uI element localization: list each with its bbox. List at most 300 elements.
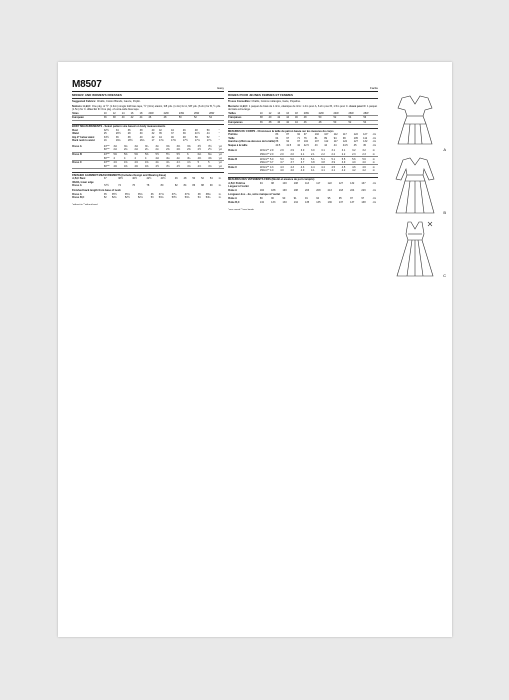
- table-cell: 50: [179, 116, 194, 121]
- unit: yd.: [218, 156, 223, 160]
- table-cell: 112: [333, 133, 338, 137]
- table-cell: 52: [206, 135, 210, 139]
- table-row: [228, 200, 378, 204]
- table-cell: 38: [197, 192, 201, 196]
- fabric-width: 60"**: [104, 164, 114, 168]
- table-cell: 117: [342, 133, 347, 137]
- table-cell: 3.1: [321, 149, 325, 153]
- table-cell: 28W: [209, 112, 224, 116]
- table-cell: 54: [209, 116, 224, 121]
- finished-table-en: [72, 177, 224, 188]
- table-cell: 48: [194, 128, 198, 132]
- table-cell: 17½: [182, 139, 188, 143]
- table-cell: 18: [295, 112, 304, 116]
- table-cell: 46: [303, 120, 318, 125]
- table-cell: 3.2: [362, 149, 366, 153]
- table-cell: 24W: [179, 112, 194, 116]
- table-cell: 52¼: [111, 196, 117, 200]
- table-cell: 4.0: [362, 161, 372, 165]
- table-cell: 48: [182, 135, 186, 139]
- table-cell: 4⅜: [113, 164, 124, 168]
- table-cell: 3⅛: [113, 144, 117, 148]
- table-cell: 4.1: [311, 169, 321, 173]
- table-cell: 4.2: [362, 169, 372, 173]
- table-cell: 3⅛: [124, 144, 128, 148]
- table-cell: 4.2: [342, 169, 352, 173]
- table-cell: 198: [293, 188, 298, 192]
- table-cell: 16: [286, 112, 295, 116]
- table-cell: 81: [314, 136, 318, 140]
- table-cell: 4.2: [352, 169, 362, 173]
- table-cell: 208: [316, 188, 321, 192]
- table-cell: 16½: [127, 139, 133, 143]
- table-cell: 44: [159, 135, 162, 139]
- table-cell: 38½: [118, 177, 123, 181]
- table-row: [228, 189, 378, 193]
- table-cell: 117: [333, 140, 338, 144]
- table-cell: 4⅜: [145, 164, 156, 168]
- table-cell: 5½: [176, 153, 181, 156]
- table-cell: 52½: [124, 196, 130, 200]
- table-cell: 4.3: [300, 165, 305, 169]
- body-table-fr: [228, 133, 378, 147]
- table-cell: 82: [174, 184, 178, 188]
- unit: in.: [218, 192, 222, 196]
- unit: m: [372, 157, 375, 161]
- unit: cm: [372, 143, 377, 147]
- table-cell: 3.7: [270, 161, 280, 165]
- table-cell: 4⅞: [187, 161, 191, 165]
- table-cell: 97: [361, 197, 365, 201]
- table-cell: 40: [139, 135, 143, 139]
- table-cell: 38: [260, 116, 269, 121]
- fabric-width: 115cm**: [259, 165, 270, 169]
- table-cell: 4⅛: [166, 156, 177, 160]
- table-cell: 98: [271, 181, 274, 185]
- table-cell: 35: [159, 132, 162, 136]
- table-cell: 3.2: [352, 149, 356, 153]
- row-label: Largeur à l'ourlet: [228, 185, 249, 189]
- unit: cm: [372, 200, 377, 204]
- table-cell: 16¾: [139, 139, 145, 143]
- table-cell: 4⅞: [176, 161, 181, 165]
- table-cell: 45: [363, 143, 366, 147]
- table-cell: 4.1: [321, 169, 331, 173]
- row-label: Taille: [228, 136, 235, 140]
- table-cell: 5⅜: [124, 153, 128, 156]
- table-cell: 45: [353, 143, 357, 147]
- table-cell: 17⅜: [170, 139, 176, 143]
- dress-c-illustration-icon: [388, 220, 442, 278]
- table-cell: 5.1: [311, 157, 315, 161]
- table-cell: 135: [305, 200, 310, 204]
- table-cell: 42: [277, 116, 286, 121]
- header-en: [72, 80, 224, 92]
- row-label: Dress A: [72, 144, 82, 148]
- unit: cm: [372, 136, 377, 140]
- table-cell: 3.9: [342, 161, 352, 165]
- table-cell: 4½: [166, 164, 177, 168]
- table-cell: 35: [103, 192, 107, 196]
- table-cell: 40: [121, 116, 130, 121]
- table-cell: 2.2: [331, 153, 341, 157]
- table-cell: 5.1: [321, 157, 325, 161]
- table-cell: 42: [151, 135, 155, 139]
- pattern-number: M8507: [72, 79, 102, 90]
- table-cell: 91: [305, 197, 308, 201]
- table-cell: 90: [271, 197, 274, 201]
- table-cell: 2⅛: [124, 148, 135, 152]
- table-cell: 90: [209, 184, 213, 188]
- table-cell: 46: [174, 177, 178, 181]
- table-cell: 40: [151, 128, 155, 132]
- footnote-fr: *sans noeud **sans bande: [228, 208, 254, 211]
- table-cell: 107: [324, 133, 329, 137]
- unit: ": [218, 128, 220, 132]
- unit: cm: [372, 197, 377, 201]
- row-label: Dress A: [72, 192, 82, 196]
- row-label: Waist: [72, 132, 79, 136]
- table-cell: 42½: [146, 177, 152, 181]
- table-cell: 4¼: [176, 156, 187, 160]
- length-table-fr: [228, 197, 378, 204]
- table-cell: 32½: [103, 128, 109, 132]
- table-cell: 86: [192, 184, 196, 188]
- table-cell: 42: [297, 143, 300, 147]
- table-cell: 52: [103, 196, 107, 200]
- table-cell: 4.0: [300, 169, 310, 173]
- row-label: [228, 169, 260, 173]
- table-cell: 112: [363, 136, 368, 140]
- table-cell: 133: [271, 200, 276, 204]
- table-cell: 102: [303, 140, 309, 144]
- table-cell: 135: [316, 200, 321, 204]
- figure-c: [388, 220, 448, 280]
- table-cell: 95: [327, 197, 331, 201]
- table-cell: 184: [259, 188, 265, 192]
- table-cell: 4.5: [341, 165, 346, 169]
- row-label: Européenes: [228, 120, 260, 125]
- table-cell: 3.1: [341, 149, 346, 153]
- dress-a-illustration-icon: [388, 94, 442, 152]
- table-cell: 16¼: [115, 139, 121, 143]
- table-cell: 12: [268, 112, 277, 116]
- table-cell: 4.4: [321, 165, 325, 169]
- table-cell: 4: [113, 156, 124, 160]
- unit: m: [372, 149, 375, 153]
- table-cell: 71: [297, 136, 300, 140]
- table-cell: 94: [333, 136, 337, 140]
- table-cell: 38⅛: [205, 192, 211, 196]
- table-cell: 5.0: [280, 157, 284, 161]
- row-label: Width, lower edge: [72, 180, 94, 184]
- table-cell: 2⅜: [166, 148, 177, 152]
- row-label: Dress B: [72, 153, 82, 156]
- table-cell: 3⅜: [176, 144, 181, 148]
- table-cell: 132: [350, 181, 355, 185]
- table-cell: 6⅛: [208, 153, 212, 156]
- table-cell: 3⅛: [134, 144, 138, 148]
- table-cell: 41.5: [286, 143, 292, 147]
- table-cell: 203: [305, 188, 310, 192]
- table-cell: 2.0: [270, 153, 280, 157]
- table-cell: 34½: [103, 135, 109, 139]
- footnote-en: *without tie **without band: [72, 204, 98, 207]
- table-cell: 42: [286, 120, 295, 125]
- french-column: [228, 80, 378, 212]
- size-table-en: [72, 112, 224, 121]
- table-cell: 137: [361, 181, 366, 185]
- figure-b: [388, 157, 448, 217]
- table-cell: 3.8: [311, 161, 321, 165]
- table-cell: 44: [295, 120, 304, 125]
- table-cell: 94: [259, 181, 263, 185]
- table-cell: 46: [182, 128, 186, 132]
- row-label: Hip 9" below waist: [72, 135, 95, 139]
- unit: ": [218, 135, 220, 139]
- table-cell: 35⅝: [124, 192, 130, 196]
- table-cell: 94: [316, 197, 320, 201]
- table-cell: 4¾: [155, 161, 160, 165]
- table-cell: 50: [194, 135, 198, 139]
- table-cell: 25: [103, 132, 107, 136]
- row-label: Nuque à la taille: [228, 143, 248, 147]
- table-cell: 5.5: [341, 157, 346, 161]
- table-cell: 17¾: [206, 139, 212, 143]
- row-label: [72, 164, 104, 168]
- table-row: [72, 196, 224, 200]
- table-cell: 88: [275, 140, 279, 144]
- table-cell: 2½: [197, 148, 208, 152]
- table-cell: 54: [209, 177, 213, 181]
- unit: yd.: [218, 161, 223, 165]
- table-cell: 50: [206, 128, 210, 132]
- table-cell: 4.3: [290, 165, 294, 169]
- table-cell: 52: [194, 116, 209, 121]
- table-cell: 2.2: [342, 153, 352, 157]
- table-cell: 52: [333, 116, 348, 121]
- unit: yd.: [218, 153, 223, 156]
- unit: ": [218, 132, 220, 136]
- fabrics-fr: Tissus Conseillés: Challis, Cotons mélangés, Gaze, Popeline.: [228, 99, 301, 103]
- table-cell: 3¼: [145, 144, 149, 148]
- table-cell: 88: [201, 184, 204, 188]
- table-cell: 3½: [208, 144, 212, 148]
- table-cell: 3⅜: [166, 144, 170, 148]
- table-cell: 188: [271, 188, 276, 192]
- table-cell: 76: [303, 136, 307, 140]
- table-cell: 2.1: [300, 153, 310, 157]
- table-cell: 46: [170, 135, 174, 139]
- row-label: Sizes: [72, 112, 104, 116]
- table-cell: 113: [305, 181, 310, 185]
- table-cell: 36: [104, 116, 113, 121]
- table-cell: 52: [348, 120, 363, 125]
- table-cell: 30: [139, 132, 143, 136]
- table-cell: 37¼: [171, 192, 177, 196]
- figure-a-label: A: [443, 147, 446, 152]
- unit: m: [372, 161, 378, 165]
- table-cell: 83: [275, 133, 279, 137]
- table-cell: 36: [127, 128, 131, 132]
- row-label: Dress A: [72, 184, 82, 188]
- table-cell: 122: [342, 140, 347, 144]
- row-label: A,B,C Poitrine: [228, 181, 246, 185]
- table-cell: 4½: [176, 164, 187, 168]
- body-measurements-title-en: BODY MEASUREMENTS - Select pattern size based on body measurements: [72, 124, 224, 129]
- table-cell: 89: [259, 197, 263, 201]
- table-cell: 2.3: [362, 153, 372, 157]
- table-cell: 44: [333, 143, 337, 147]
- unit: cm: [372, 140, 377, 144]
- table-row: [72, 116, 224, 121]
- table-cell: 17⅝: [194, 139, 200, 143]
- figure-c-label: C: [443, 273, 446, 278]
- table-cell: 87: [286, 133, 290, 137]
- table-cell: 5.0: [290, 157, 294, 161]
- table-cell: 99: [342, 136, 346, 140]
- unit: yd.: [218, 144, 223, 148]
- table-cell: 56: [363, 116, 378, 121]
- table-cell: 22W: [318, 112, 333, 116]
- table-cell: 52⅝: [137, 196, 143, 200]
- notions-fr: Mercerie: A,B,C: 1 paquet de biais de 1.3cm, élastique de 3cm: 1.4m pour A, 6.2m pour B, 1.5m pour C. Aussi pour C: 1 paquet de biais extra-large.: [228, 104, 378, 112]
- row-label: Robe A: [228, 197, 237, 201]
- row-label: Robe A: [228, 188, 237, 192]
- table-cell: 2.0: [280, 153, 290, 157]
- table-cell: 16: [103, 139, 107, 143]
- table-cell: 44: [170, 128, 174, 132]
- unit: ": [218, 139, 220, 143]
- unit: cm: [372, 181, 377, 185]
- table-row: [72, 164, 224, 168]
- table-cell: 4: [145, 156, 156, 160]
- table-cell: 38: [113, 116, 122, 121]
- table-cell: 122: [327, 181, 332, 185]
- fabric-width: 115cm**: [259, 157, 270, 161]
- table-cell: 4⅝: [187, 164, 198, 168]
- figure-b-label: B: [443, 210, 446, 215]
- fabric-width: 43"**: [103, 153, 110, 156]
- title-en: MISSES' AND WOMEN'S DRESSES: [72, 93, 224, 99]
- table-cell: 17: [151, 139, 155, 143]
- figure-a: [388, 94, 448, 154]
- row-label: Tailles: [228, 112, 260, 116]
- table-cell: 117: [316, 181, 321, 185]
- table-row: [228, 169, 378, 173]
- table-cell: 80: [160, 184, 164, 188]
- unit: m: [372, 153, 378, 157]
- table-cell: 44: [139, 116, 148, 121]
- row-label: European: [72, 116, 104, 121]
- fabric-width: 115cm**: [259, 149, 270, 153]
- body-measurements-title-fr: MESURES DU CORPS - Choisissez la taille du patron basée sur les mesures du corps: [228, 128, 378, 133]
- table-cell: 2.9: [290, 149, 294, 153]
- table-cell: 50: [333, 120, 348, 125]
- table-cell: 127: [338, 181, 344, 185]
- table-cell: 38: [268, 120, 277, 125]
- table-cell: 12: [113, 112, 122, 116]
- table-cell: 122: [353, 133, 358, 137]
- table-cell: 2.1: [311, 153, 321, 157]
- table-cell: 95: [338, 197, 342, 201]
- row-label: Robe A: [228, 149, 237, 153]
- table-cell: 78: [146, 184, 150, 188]
- table-cell: 2⅛: [134, 148, 145, 152]
- table-row: [72, 184, 224, 188]
- table-cell: 108: [293, 181, 298, 185]
- table-cell: 26W: [194, 112, 209, 116]
- table-cell: 2¼: [155, 148, 166, 152]
- unit: cm: [372, 133, 377, 137]
- table-cell: 229: [361, 188, 366, 192]
- table-cell: 48: [303, 116, 318, 121]
- table-cell: 39: [182, 132, 186, 136]
- table-cell: 107: [314, 140, 319, 144]
- table-cell: 3.1: [331, 149, 336, 153]
- table-cell: 4.1: [331, 169, 341, 173]
- length-title-en: Finished back length from base of neck: [72, 188, 121, 192]
- table-cell: 53¼: [158, 196, 164, 200]
- table-cell: 3.7: [280, 161, 290, 165]
- table-cell: 48: [318, 120, 333, 125]
- length-table-en: [72, 192, 224, 199]
- table-cell: 134: [293, 200, 298, 204]
- table-cell: 46: [148, 116, 163, 121]
- pattern-envelope-sheet: [58, 62, 452, 637]
- table-cell: 67: [286, 136, 290, 140]
- table-cell: 4: [124, 156, 135, 160]
- table-cell: 46: [295, 116, 304, 121]
- table-cell: 50: [192, 177, 196, 181]
- table-cell: 137: [350, 200, 355, 204]
- table-cell: 36: [260, 120, 269, 125]
- table-cell: 5⅜: [113, 153, 117, 156]
- table-cell: 133: [282, 200, 287, 204]
- length-title-fr: Longueur dos - du, votre marque à l'ourlet: [228, 193, 281, 197]
- table-cell: 224: [350, 188, 355, 192]
- table-cell: 2⅜: [187, 148, 198, 152]
- fabrics-en: Suggested Fabrics: Challis, Cotton Blends, Gauze, Poplin.: [72, 99, 141, 103]
- table-cell: 127: [363, 133, 368, 137]
- table-cell: 40: [268, 116, 277, 121]
- table-cell: 4.5: [331, 165, 336, 169]
- table-cell: 4.0: [352, 161, 362, 165]
- table-cell: 2⅛: [113, 148, 124, 152]
- dress-illustrations: [388, 94, 448, 283]
- table-cell: 26W: [348, 112, 363, 116]
- row-label: Dress C: [72, 161, 82, 165]
- table-cell: 48: [163, 116, 178, 121]
- table-cell: 10: [104, 112, 113, 116]
- table-cell: 90: [282, 197, 286, 201]
- table-cell: 44½: [160, 177, 166, 181]
- table-cell: 20W: [303, 112, 318, 116]
- table-cell: 3.7: [290, 161, 300, 165]
- table-cell: 18: [139, 112, 148, 116]
- table-cell: 14: [277, 112, 286, 116]
- row-label: Bust: [72, 128, 78, 132]
- table-cell: 26½: [115, 132, 121, 136]
- table-cell: 127: [353, 140, 358, 144]
- unit: m: [372, 165, 375, 169]
- table-cell: 42: [130, 116, 139, 121]
- table-cell: 22W: [163, 112, 178, 116]
- table-cell: 91: [293, 197, 297, 201]
- body-table-en: [72, 129, 224, 143]
- fabric-width: 150cm**: [259, 153, 270, 156]
- table-cell: 20W: [148, 112, 163, 116]
